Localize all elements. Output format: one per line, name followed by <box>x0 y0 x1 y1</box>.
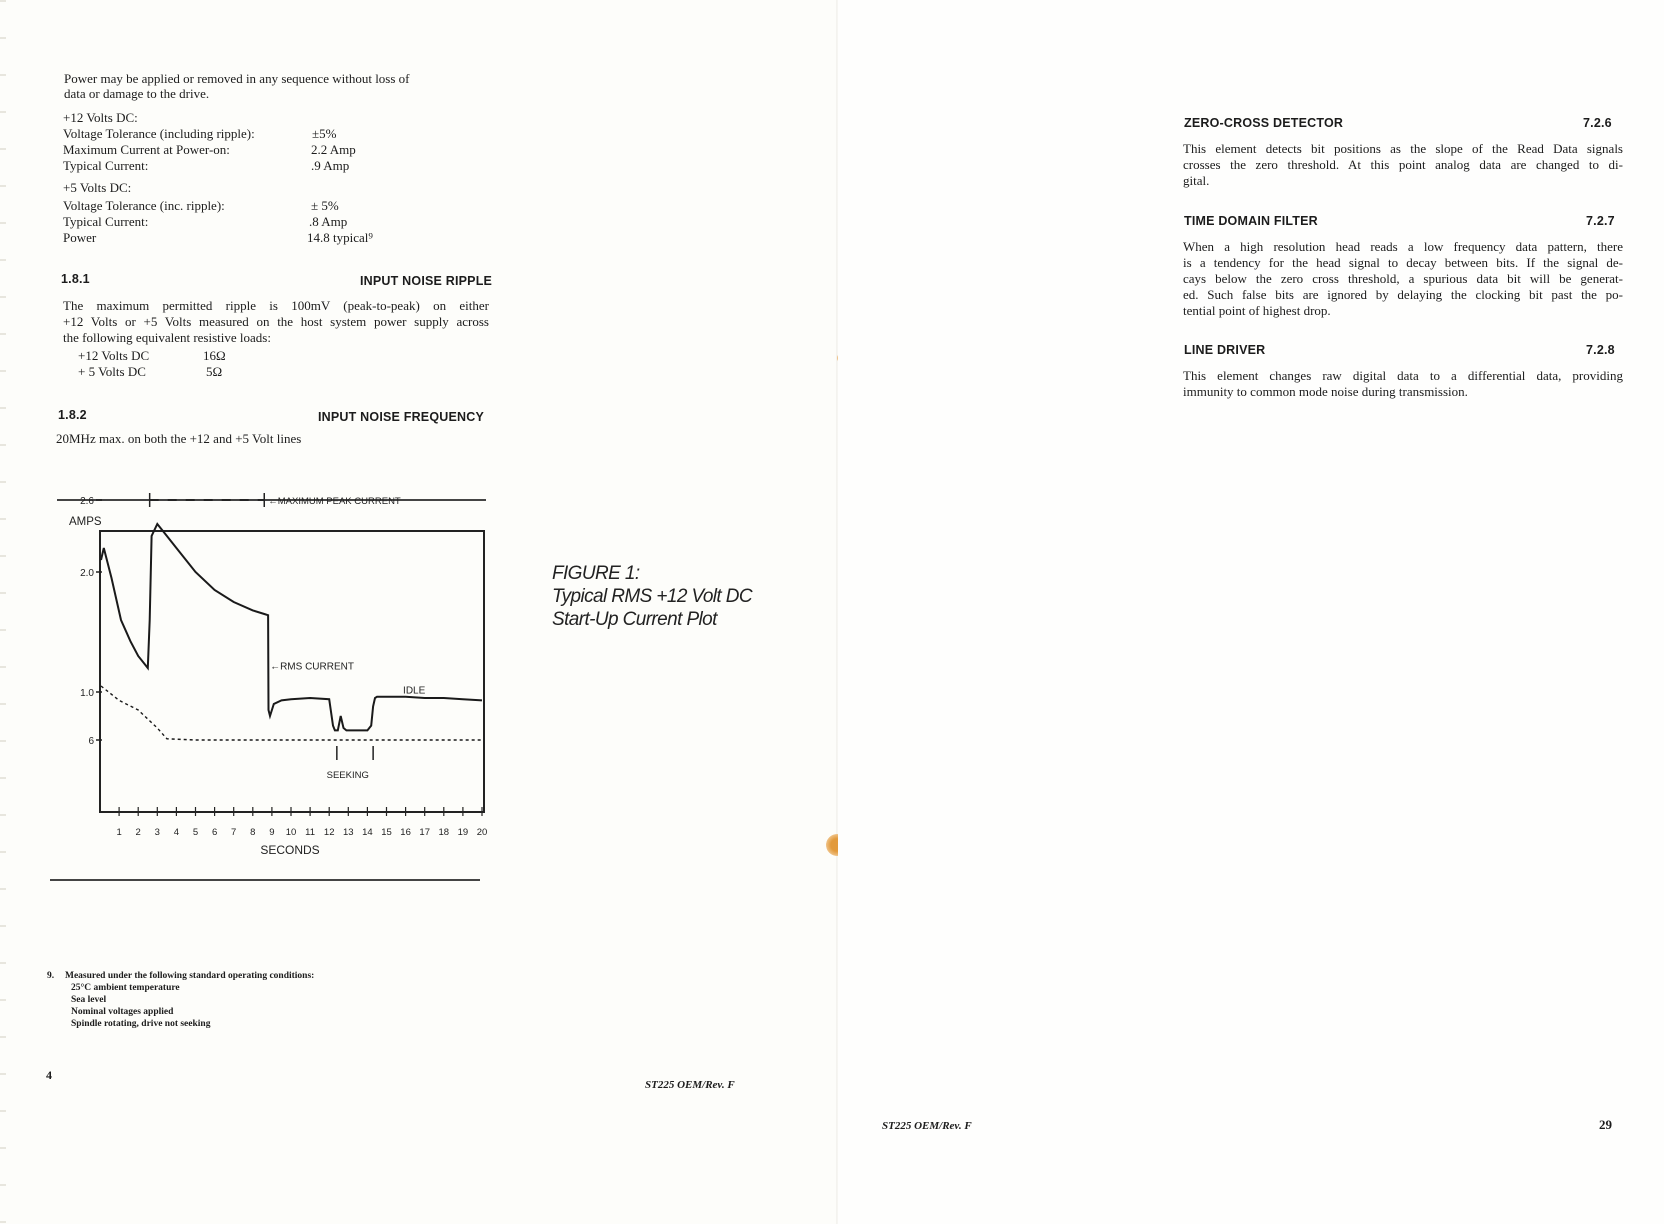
y-axis-label: AMPS <box>69 516 102 528</box>
x-tick-label: 9 <box>269 827 275 838</box>
right-page-number: 29 <box>1599 1117 1612 1132</box>
spec-5v-power-value: 14.8 typical⁹ <box>307 230 373 245</box>
section-727-body-line-1: When a high resolution head reads a low frequency data pattern, there <box>1183 239 1623 254</box>
spec-5v-typical-current-value: .8 Amp <box>309 214 348 229</box>
section-726-body-line-2: crosses the zero threshold. At this point analog data are changed to di- <box>1183 157 1623 172</box>
x-tick-label: 8 <box>250 827 256 838</box>
spec-12v-typical-current-label: Typical Current: <box>63 158 149 173</box>
x-tick-label: 3 <box>154 827 160 838</box>
section-726-title: ZERO-CROSS DETECTOR <box>1184 116 1344 130</box>
load-5v-voltage: + 5 Volts DC <box>78 364 146 379</box>
section-726-body-line-3: gital. <box>1183 173 1210 188</box>
y-tick-label: 2.0 <box>80 568 94 579</box>
section-182-number: 1.8.2 <box>58 408 87 422</box>
left-page-number: 4 <box>46 1068 52 1082</box>
spec-5v-power-label: Power <box>63 230 97 245</box>
footnote-line-3: Sea level <box>71 995 107 1005</box>
section-181-number: 1.8.1 <box>61 272 90 286</box>
y-tick-label: 2.6 <box>80 496 94 507</box>
intro-line-2: data or damage to the drive. <box>64 86 210 101</box>
startup-current-chart <box>0 0 838 900</box>
figure-caption-line-3: Start-Up Current Plot <box>552 609 717 630</box>
x-tick-label: 20 <box>476 827 488 838</box>
spec-5v-heading: +5 Volts DC: <box>63 180 132 195</box>
section-727-body-line-3: cays below the zero cross threshold, a spurious data bit will be generat- <box>1183 271 1623 286</box>
series-rms-current <box>101 524 482 730</box>
section-727-body-line-5: tential point of highest drop. <box>1183 303 1331 318</box>
section-182-title: INPUT NOISE FREQUENCY <box>318 410 485 424</box>
section-181-body-line-1: The maximum permitted ripple is 100mV (peak-to-peak) on either <box>63 298 489 313</box>
annotation-seeking: SEEKING <box>326 770 369 781</box>
footnote-line-4: Nominal voltages applied <box>71 1007 174 1017</box>
section-726-number: 7.2.6 <box>1583 116 1612 130</box>
footnote-line-5: Spindle rotating, drive not seeking <box>71 1019 211 1029</box>
right-page-footer: ST225 OEM/Rev. F <box>882 1120 972 1132</box>
x-tick-label: 15 <box>381 827 392 838</box>
spec-12v-tolerance-label: Voltage Tolerance (including ripple): <box>63 126 255 141</box>
spec-5v-tolerance-label: Voltage Tolerance (inc. ripple): <box>63 198 225 213</box>
section-727-body-line-2: is a tendency for the head signal to decay between bits. If the signal de- <box>1183 255 1623 270</box>
x-tick-label: 19 <box>457 827 469 838</box>
spec-12v-max-current-value: 2.2 Amp <box>311 142 356 157</box>
spec-5v-typical-current-label: Typical Current: <box>63 214 149 229</box>
load-12v-resistance: 16Ω <box>203 348 226 363</box>
x-tick-label: 5 <box>192 827 199 838</box>
annotation-max-peak-current: ←MAXIMUM PEAK CURRENT <box>268 496 401 507</box>
section-728-body-line-1: This element changes raw digital data to a differential data, providing <box>1183 368 1623 383</box>
section-181-title: INPUT NOISE RIPPLE <box>360 274 493 288</box>
spec-5v-tolerance-value: ± 5% <box>311 198 339 213</box>
x-tick-label: 16 <box>400 827 411 838</box>
section-726-body-line-1: This element detects bit positions as the slope of the Read Data signals <box>1183 141 1623 156</box>
load-12v-voltage: +12 Volts DC <box>78 348 150 363</box>
section-727-body-line-4: ed. Such false bits are ignored by delaying the clocking bit past the po- <box>1183 287 1623 302</box>
spec-12v-heading: +12 Volts DC: <box>63 110 138 125</box>
x-tick-label: 4 <box>173 827 180 838</box>
section-727-number: 7.2.7 <box>1586 214 1615 228</box>
section-728-number: 7.2.8 <box>1586 343 1615 357</box>
x-tick-label: 13 <box>343 827 354 838</box>
x-tick-label: 2 <box>135 827 141 838</box>
section-181-body-line-2: +12 Volts or +5 Volts measured on the host system power supply across <box>63 314 489 329</box>
intro-line-1: Power may be applied or removed in any sequence without loss of <box>64 71 410 86</box>
x-tick-label: 10 <box>285 827 297 838</box>
annotation-rms-current: ←RMS CURRENT <box>270 661 354 673</box>
x-axis-label: SECONDS <box>260 843 320 857</box>
section-728-title: LINE DRIVER <box>1184 343 1266 357</box>
spec-12v-tolerance-value: ±5% <box>312 126 337 141</box>
x-tick-label: 7 <box>231 827 237 838</box>
annotation-idle: IDLE <box>403 685 426 697</box>
figure-caption-line-2: Typical RMS +12 Volt DC <box>552 586 753 607</box>
x-tick-label: 11 <box>305 827 316 838</box>
spec-12v-max-current-label: Maximum Current at Power-on: <box>63 142 230 157</box>
section-728-body-line-2: immunity to common mode noise during transmission. <box>1183 384 1468 399</box>
figure-caption-label: FIGURE 1: <box>552 563 640 584</box>
x-tick-label: 17 <box>419 827 430 838</box>
section-181-body-line-3: the following equivalent resistive loads: <box>63 330 271 345</box>
section-727-title: TIME DOMAIN FILTER <box>1184 214 1318 228</box>
left-page-footer: ST225 OEM/Rev. F <box>645 1079 735 1091</box>
x-tick-label: 14 <box>362 827 373 838</box>
section-182-body: 20MHz max. on both the +12 and +5 Volt lines <box>56 431 302 446</box>
footnote-line-1: Measured under the following standard operating conditions: <box>65 971 315 981</box>
right-page <box>838 0 1664 1224</box>
y-tick-label: 6 <box>88 736 94 747</box>
footnote-marker: 9. <box>47 971 55 981</box>
spec-12v-typical-current-value: .9 Amp <box>311 158 350 173</box>
x-tick-label: 12 <box>323 827 335 838</box>
y-tick-label: 1.0 <box>80 688 94 699</box>
x-tick-label: 18 <box>438 827 450 838</box>
footnote-line-2: 25°C ambient temperature <box>71 983 180 993</box>
x-tick-label: 1 <box>116 827 122 838</box>
x-tick-label: 6 <box>211 827 218 838</box>
load-5v-resistance: 5Ω <box>206 364 223 379</box>
